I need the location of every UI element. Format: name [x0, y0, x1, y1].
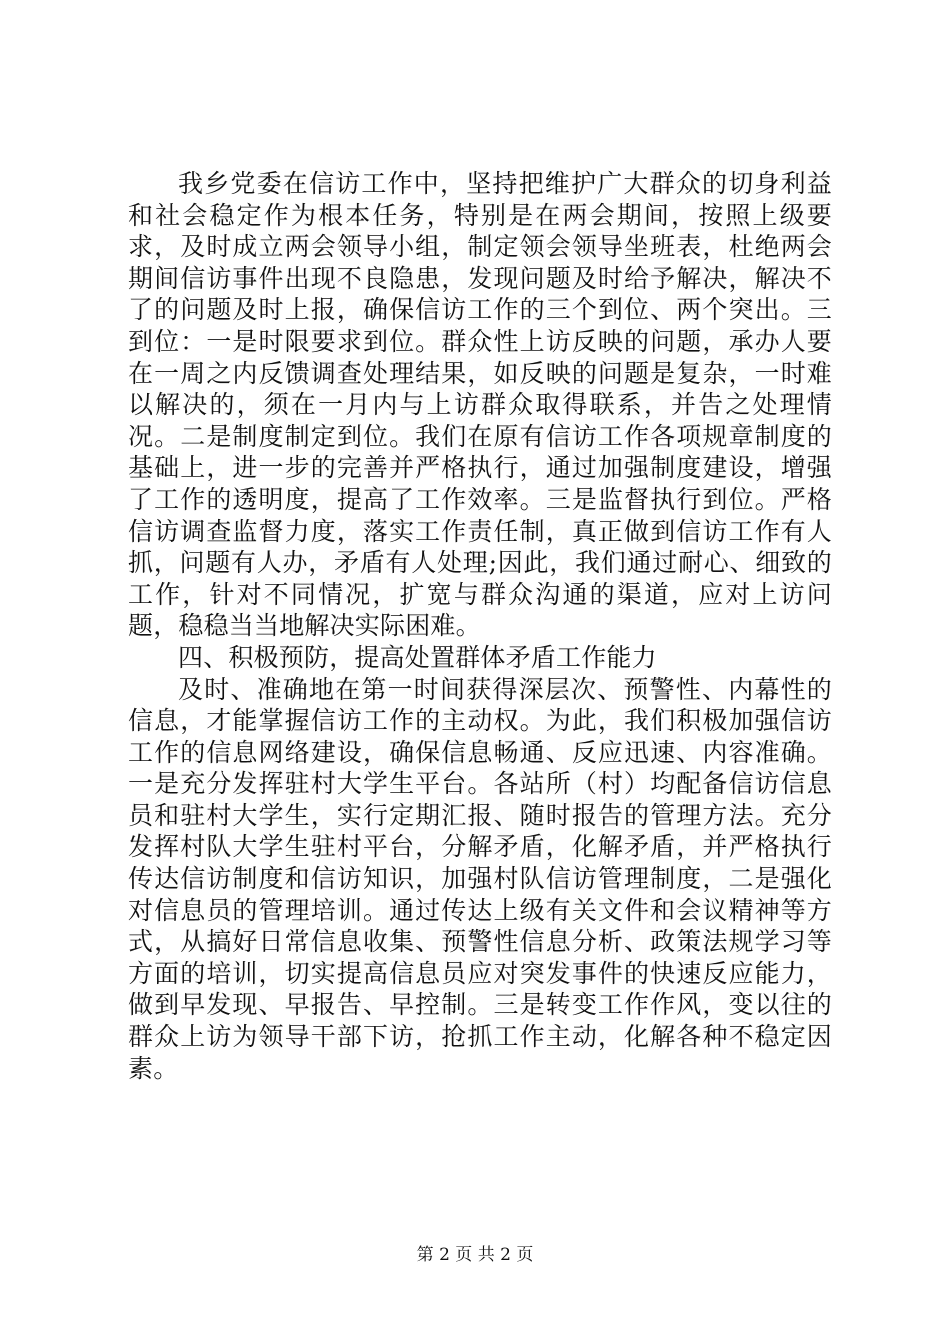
page-number-footer: 第 2 页 共 2 页: [416, 1245, 534, 1265]
paragraph-petition-work: 我乡党委在信访工作中，坚持把维护广大群众的切身利益和社会稳定作为根本任务，特别是在两会期间，按照上级要求，及时成立两会领导小组，制定领会领导坐班表，杜绝两会期间信访事件出现不良隐患，发现问题及时给予解决，解决不了的问题及时上报，确保信访工作的三个到位、两个突出。三到位：一是时限要求到位。群众性上访反映的问题，承办人要在一周之内反馈调查处理结果，如反映的问题是复杂，一时难以解决的，须在一月内与上访群众取得联系，并告之处理情况。二是制度制定到位。我们在原有信访工作各项规章制度的基础上，进一步的完善并严格执行，通过加强制度建设，增强了工作的透明度，提高了工作效率。三是监督执行到位。严格信访调查监督力度，落实工作责任制，真正做到信访工作有人抓，问题有人办，矛盾有人处理;因此，我们通过耐心、细致的工作，针对不同情况，扩宽与群众沟通的渠道，应对上访问题，稳稳当当地解决实际困难。: [128, 169, 832, 641]
paragraph-information-network: 及时、准确地在第一时间获得深层次、预警性、内幕性的信息，才能掌握信访工作的主动权。为此，我们积极加强信访工作的信息网络建设，确保信息畅通、反应迅速、内容准确。一是充分发挥驻村大学生平台。各站所（村）均配备信访信息员和驻村大学生，实行定期汇报、随时报告的管理方法。充分发挥村队大学生驻村平台，分解矛盾，化解矛盾，并严格执行传达信访制度和信访知识，加强村队信访管理制度，二是强化对信息员的管理培训。通过传达上级有关文件和会议精神等方式，从搞好日常信息收集、预警性信息分析、政策法规学习等方面的培训，切实提高信息员应对突发事件的快速反应能力，做到早发现、早报告、早控制。三是转变工作作风，变以往的群众上访为领导干部下访，抢抓工作主动，化解各种不稳定因素。: [128, 674, 832, 1083]
section-heading-prevention: 四、积极预防，提高处置群体矛盾工作能力: [178, 642, 657, 672]
document-body: [128, 168, 832, 1084]
